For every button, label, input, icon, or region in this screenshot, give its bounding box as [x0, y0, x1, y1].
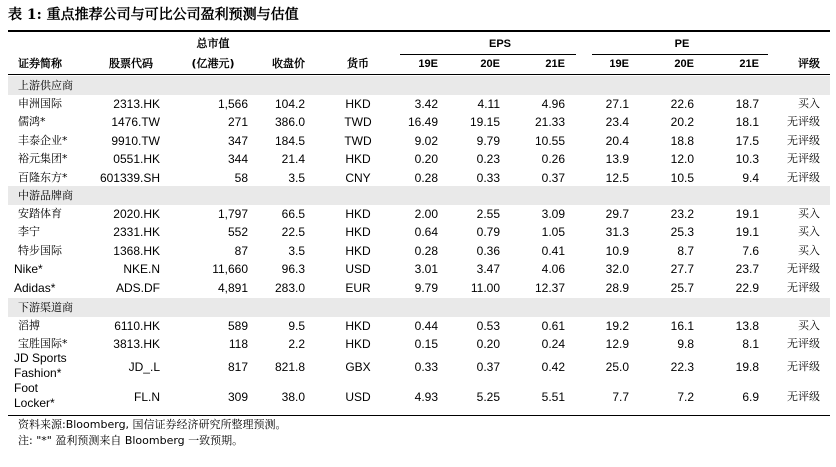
header-pe-19e: 19E [609, 58, 629, 70]
table-row [0, 113, 836, 132]
cell-rating: 买入 [798, 225, 820, 239]
cell-eps-19e: 0.44 [414, 318, 438, 333]
cell-eps-19e: 16.49 [407, 115, 438, 130]
cell-pe-19e: 29.7 [605, 206, 629, 221]
cell-eps-19e: 4.93 [414, 389, 438, 404]
cell-eps-21e: 0.37 [541, 171, 565, 185]
table-row [0, 350, 836, 384]
cell-code: 601339.SH [99, 171, 160, 185]
cell-market-cap: 552 [227, 225, 248, 240]
cell-pe-19e: 12.9 [605, 337, 629, 352]
cell-eps-21e: 4.06 [541, 262, 565, 277]
table-row [0, 260, 836, 279]
cell-close: 22.5 [281, 225, 305, 240]
header-pe-21e: 21E [739, 58, 759, 70]
cell-market-cap: 58 [234, 171, 248, 185]
cell-market-cap: 1,566 [217, 96, 248, 111]
cell-eps-20e: 11.00 [470, 281, 500, 295]
group-label: 下游渠道商 [18, 300, 73, 314]
cell-eps-20e: 3.47 [476, 262, 500, 277]
cell-name-line1: Foot [14, 380, 39, 395]
cell-pe-21e: 18.7 [735, 96, 759, 111]
cell-pe-20e: 7.2 [677, 389, 694, 404]
cell-rating: 无评级 [787, 115, 820, 129]
cell-name: 申洲国际 [18, 96, 62, 110]
cell-rating: 无评级 [787, 262, 820, 276]
cell-currency: HKD [345, 225, 371, 240]
cell-currency: HKD [345, 206, 371, 221]
header-market-cap-line1: 总市值 [196, 37, 230, 50]
cell-name-line2: Fashion* [14, 365, 62, 380]
cell-close: 104.2 [274, 96, 305, 111]
cell-eps-20e: 9.79 [476, 133, 500, 148]
cell-name: 滔搏 [18, 318, 40, 332]
cell-currency: HKD [345, 318, 371, 333]
cell-close: 3.5 [288, 243, 305, 258]
cell-code: FL.N [133, 389, 160, 404]
cell-eps-21e: 10.55 [534, 133, 565, 148]
header-currency: 货币 [347, 57, 369, 70]
cell-code: 9910.TW [111, 133, 160, 148]
cell-eps-21e: 0.61 [541, 318, 565, 333]
cell-eps-19e: 0.28 [414, 243, 438, 258]
table-row [0, 242, 836, 261]
table-row [0, 223, 836, 242]
cell-close: 821.8 [274, 359, 305, 374]
cell-eps-20e: 0.33 [476, 171, 500, 185]
table-row [0, 317, 836, 336]
cell-eps-20e: 0.36 [476, 243, 500, 258]
cell-eps-19e: 0.28 [414, 171, 438, 185]
cell-eps-21e: 3.09 [541, 206, 565, 221]
header-eps: EPS [488, 38, 511, 50]
cell-code: NKE.N [123, 262, 160, 277]
cell-eps-21e: 0.42 [541, 359, 565, 374]
group-label: 中游品牌商 [18, 188, 73, 202]
cell-eps-19e: 0.33 [414, 359, 438, 374]
cell-name: 裕元集团* [18, 152, 68, 166]
cell-eps-20e: 0.53 [476, 318, 500, 333]
cell-pe-19e: 31.3 [605, 225, 629, 240]
cell-code: 6110.HK [114, 318, 160, 333]
cell-pe-19e: 28.9 [605, 281, 629, 295]
cell-eps-21e: 12.37 [534, 281, 565, 295]
cell-pe-20e: 27.7 [670, 262, 694, 277]
cell-eps-21e: 5.51 [541, 389, 565, 404]
cell-pe-21e: 23.7 [735, 262, 759, 277]
cell-eps-20e: 0.20 [476, 337, 500, 352]
cell-name: 丰泰企业* [18, 133, 68, 147]
cell-pe-19e: 19.2 [605, 318, 629, 333]
cell-code: 2313.HK [113, 96, 160, 111]
cell-name: 儒鸿* [18, 115, 46, 129]
cell-close: 66.5 [281, 206, 305, 221]
cell-eps-19e: 9.02 [414, 133, 438, 148]
table-row [0, 150, 836, 169]
cell-eps-19e: 0.64 [414, 225, 438, 240]
cell-eps-21e: 0.24 [541, 337, 565, 352]
cell-pe-20e: 20.2 [670, 115, 694, 130]
cell-pe-21e: 19.1 [735, 206, 759, 221]
cell-currency: GBX [345, 359, 371, 374]
table-row [0, 132, 836, 151]
cell-rating: 无评级 [787, 133, 820, 147]
cell-name-line1: JD Sports [14, 350, 67, 365]
cell-pe-20e: 23.2 [670, 206, 694, 221]
cell-currency: HKD [345, 243, 371, 258]
cell-code: 1476.TW [111, 115, 160, 130]
cell-pe-20e: 9.8 [677, 337, 694, 352]
cell-pe-21e: 7.6 [742, 243, 759, 258]
header-rating: 评级 [798, 57, 820, 70]
cell-eps-20e: 0.37 [476, 359, 500, 374]
cell-pe-20e: 25.7 [670, 281, 694, 295]
cell-pe-20e: 16.1 [670, 318, 694, 333]
table-row [0, 95, 836, 114]
cell-currency: HKD [345, 96, 371, 111]
cell-eps-21e: 0.41 [541, 243, 565, 258]
cell-eps-19e: 2.00 [414, 206, 438, 221]
cell-code: 2331.HK [113, 225, 160, 240]
table-row [0, 335, 836, 354]
cell-eps-21e: 0.26 [541, 152, 565, 167]
cell-eps-21e: 1.05 [541, 225, 565, 240]
cell-currency: EUR [345, 281, 371, 295]
cell-rating: 无评级 [787, 281, 820, 294]
cell-pe-20e: 22.6 [670, 96, 694, 111]
cell-pe-19e: 23.4 [605, 115, 629, 130]
cell-pe-19e: 7.7 [612, 389, 629, 404]
cell-pe-21e: 17.5 [735, 133, 759, 148]
cell-eps-21e: 4.96 [541, 96, 565, 111]
cell-rating: 无评级 [787, 171, 820, 184]
cell-code: 0551.HK [113, 152, 160, 167]
cell-pe-21e: 22.9 [735, 281, 759, 295]
table-row [0, 380, 836, 414]
cell-market-cap: 344 [227, 152, 248, 167]
group-label: 上游供应商 [18, 78, 73, 92]
cell-close: 21.4 [281, 152, 305, 167]
top-rule [8, 30, 830, 32]
cell-market-cap: 87 [234, 243, 248, 258]
group-row [8, 186, 830, 205]
cell-eps-20e: 4.11 [477, 96, 500, 111]
cell-close: 184.5 [274, 133, 305, 148]
cell-market-cap: 817 [227, 359, 248, 374]
cell-eps-20e: 5.25 [476, 389, 500, 404]
cell-name-line2: Locker* [14, 395, 55, 410]
table-title: 表 1: 重点推荐公司与可比公司盈利预测与估值 [8, 7, 299, 23]
cell-eps-19e: 3.01 [414, 262, 438, 277]
cell-currency: TWD [344, 115, 372, 130]
cell-pe-19e: 20.4 [605, 133, 629, 148]
cell-eps-20e: 0.23 [476, 152, 500, 167]
cell-market-cap: 11,660 [212, 262, 248, 277]
cell-rating: 无评级 [787, 152, 820, 166]
cell-name: Adidas* [14, 281, 56, 295]
cell-pe-21e: 19.8 [735, 359, 759, 374]
cell-rating: 买入 [798, 318, 820, 332]
cell-code: 3813.HK [113, 337, 160, 352]
cell-market-cap: 4,891 [217, 281, 248, 295]
cell-market-cap: 1,797 [217, 206, 248, 221]
header-market-cap-line2: (亿港元) [191, 57, 235, 70]
cell-currency: USD [345, 389, 371, 404]
cell-name: 宝胜国际* [18, 337, 68, 351]
cell-code: 1368.HK [113, 243, 160, 258]
cell-pe-20e: 10.5 [670, 171, 694, 185]
source-note: 资料来源:Bloomberg, 国信证券经济研究所整理预测。 [18, 418, 287, 431]
cell-currency: USD [345, 262, 371, 277]
bottom-rule [8, 415, 830, 416]
cell-pe-20e: 22.3 [670, 359, 694, 374]
cell-market-cap: 271 [227, 115, 248, 130]
cell-pe-19e: 25.0 [605, 359, 629, 374]
cell-currency: TWD [344, 133, 372, 148]
table-row [0, 205, 836, 224]
cell-close: 283.0 [274, 281, 305, 295]
cell-pe-19e: 12.5 [605, 171, 629, 185]
cell-name: Nike* [14, 262, 43, 277]
cell-code: 2020.HK [113, 206, 160, 221]
cell-eps-20e: 19.15 [469, 115, 500, 130]
cell-market-cap: 118 [228, 337, 248, 352]
cell-pe-21e: 8.1 [742, 337, 759, 352]
cell-eps-19e: 0.20 [414, 152, 438, 167]
cell-market-cap: 589 [227, 318, 248, 333]
cell-name: 百隆东方* [18, 171, 68, 184]
header-pe: PE [674, 38, 690, 50]
cell-close: 386.0 [274, 115, 305, 130]
cell-close: 96.3 [281, 262, 305, 277]
cell-rating: 买入 [798, 96, 820, 110]
cell-pe-21e: 18.1 [735, 115, 759, 130]
cell-eps-20e: 2.55 [476, 206, 500, 221]
table-row [0, 279, 836, 298]
header-eps-19e: 19E [418, 58, 438, 70]
header-eps-20e: 20E [480, 58, 500, 70]
cell-pe-21e: 19.1 [735, 225, 759, 240]
cell-rating: 买入 [798, 206, 820, 220]
cell-code: JD_.L [128, 359, 160, 374]
cell-close: 38.0 [281, 389, 305, 404]
header-rule [8, 74, 830, 75]
cell-pe-20e: 25.3 [670, 225, 694, 240]
cell-close: 3.5 [288, 171, 305, 185]
cell-currency: CNY [345, 171, 371, 185]
cell-currency: HKD [345, 337, 371, 352]
cell-rating: 无评级 [787, 337, 820, 351]
cell-rating: 无评级 [787, 389, 820, 403]
cell-name: 特步国际 [18, 243, 62, 257]
cell-close: 9.5 [288, 318, 305, 333]
group-row [8, 298, 830, 317]
cell-eps-21e: 21.33 [534, 115, 565, 130]
cell-pe-21e: 10.3 [735, 152, 759, 167]
header-name: 证券简称 [18, 57, 62, 70]
cell-name: 李宁 [18, 225, 40, 239]
cell-rating: 无评级 [787, 359, 820, 373]
cell-currency: HKD [345, 152, 371, 167]
cell-pe-20e: 12.0 [670, 152, 694, 167]
cell-eps-20e: 0.79 [476, 225, 500, 240]
cell-pe-21e: 6.9 [742, 389, 759, 404]
cell-market-cap: 347 [227, 133, 248, 148]
cell-pe-19e: 32.0 [605, 262, 629, 277]
cell-eps-19e: 3.42 [414, 96, 438, 111]
cell-market-cap: 309 [227, 389, 248, 404]
cell-pe-21e: 9.4 [742, 171, 759, 185]
cell-pe-19e: 27.1 [605, 96, 629, 111]
cell-pe-19e: 10.9 [605, 243, 629, 258]
cell-name: 安踏体育 [18, 206, 62, 220]
cell-pe-21e: 13.8 [735, 318, 759, 333]
cell-code: ADS.DF [115, 281, 160, 295]
cell-close: 2.2 [288, 337, 305, 352]
header-pe-20e: 20E [674, 58, 694, 70]
group-row [8, 76, 830, 95]
cell-pe-20e: 8.7 [677, 243, 694, 258]
cell-pe-20e: 18.8 [670, 133, 694, 148]
cell-eps-19e: 9.79 [414, 281, 438, 295]
table-row [0, 169, 836, 188]
header-code: 股票代码 [109, 57, 153, 70]
cell-eps-19e: 0.15 [414, 337, 438, 352]
header-close: 收盘价 [272, 57, 305, 70]
cell-rating: 买入 [798, 243, 820, 257]
footnote: 注: "*" 盈利预测来自 Bloomberg 一致预期。 [18, 434, 244, 447]
header-eps-21e: 21E [545, 58, 565, 70]
cell-pe-19e: 13.9 [605, 152, 629, 167]
